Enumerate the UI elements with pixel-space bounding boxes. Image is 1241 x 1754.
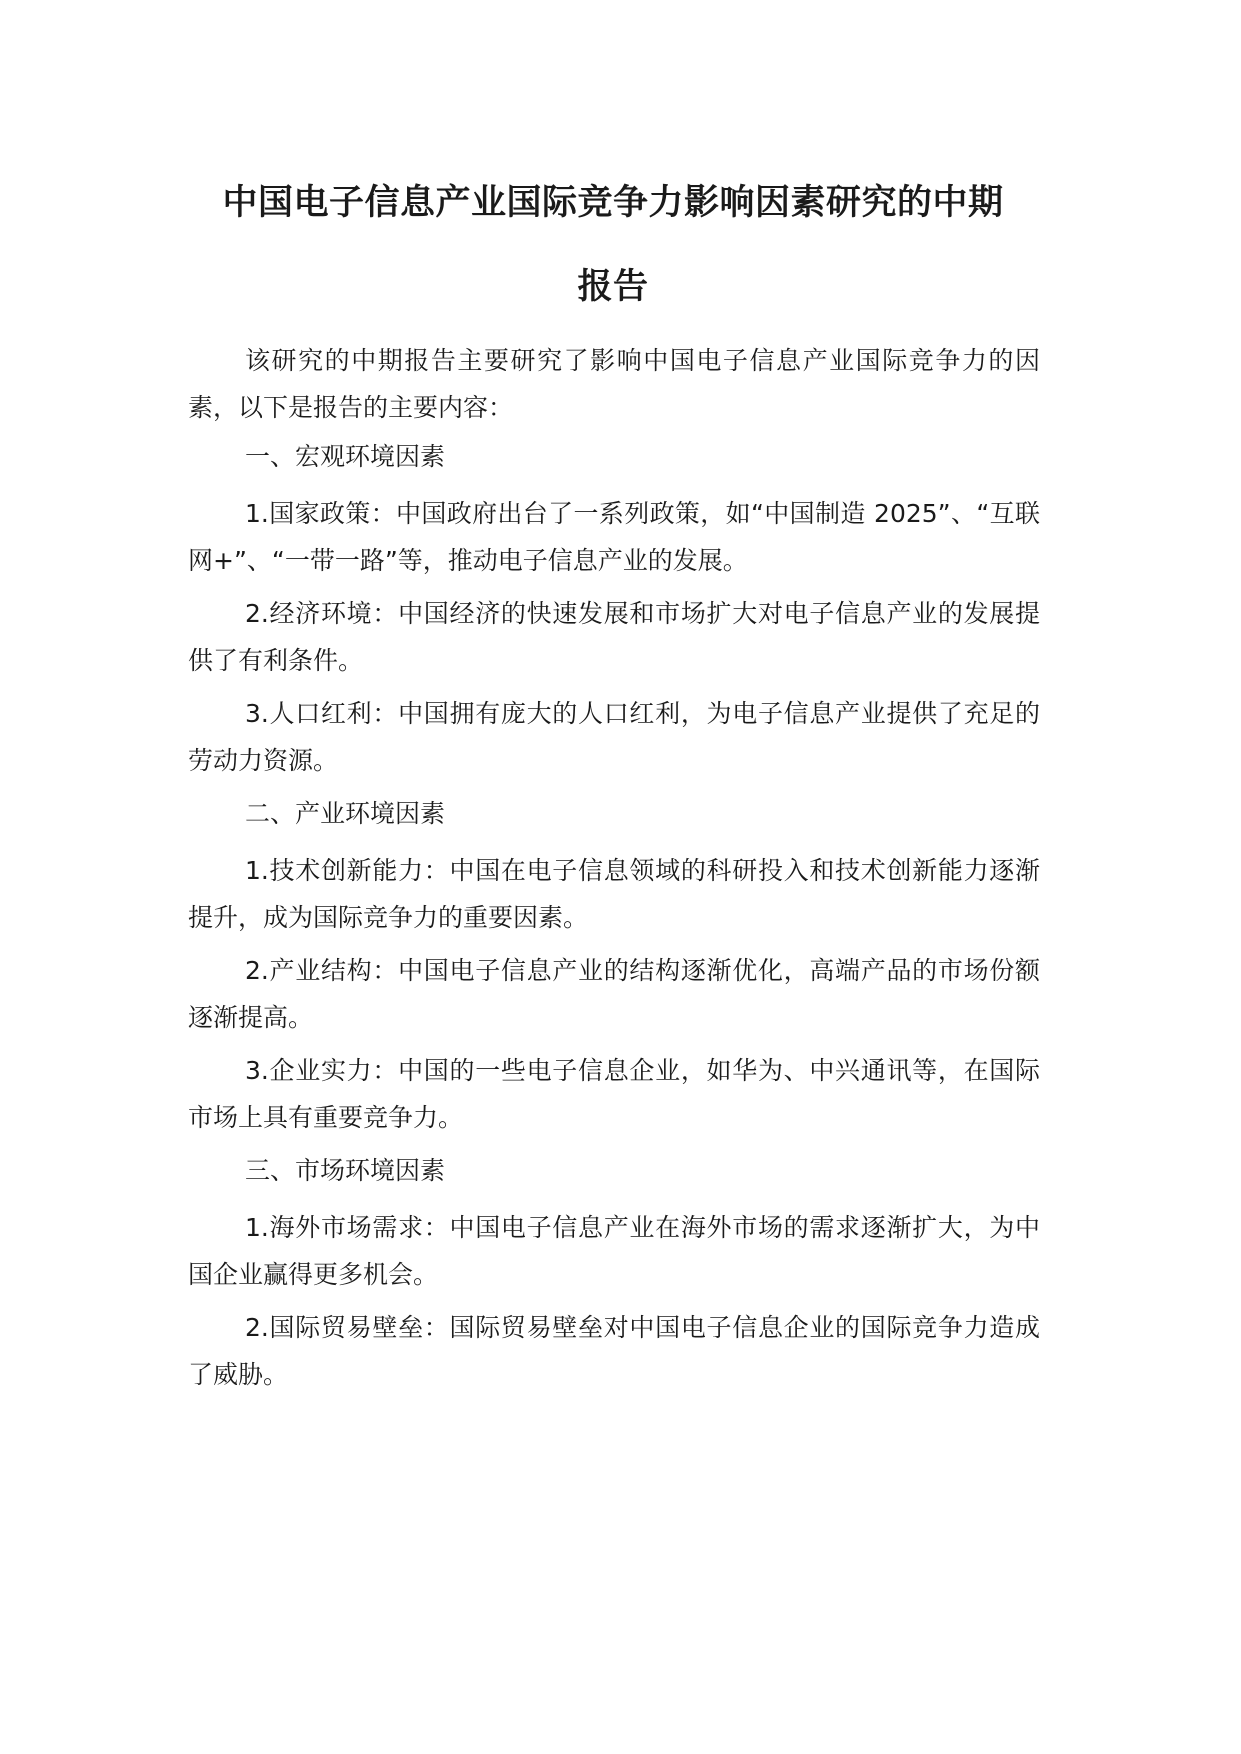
document-title-line1: 中国电子信息产业国际竞争力影响因素研究的中期 bbox=[222, 183, 1004, 223]
intro-paragraph: 该研究的中期报告主要研究了影响中国电子信息产业国际竞争力的因素，以下是报告的主要内容： bbox=[188, 346, 1040, 422]
paragraph-trade-barriers: 2.国际贸易壁垒：国际贸易壁垒对中国电子信息企业的国际竞争力造成了威胁。 bbox=[188, 1313, 1040, 1389]
paragraph-tech-innovation: 1.技术创新能力：中国在电子信息领域的科研投入和技术创新能力逐渐提升，成为国际竞争力的重要因素。 bbox=[188, 856, 1040, 932]
section-heading-market: 三、市场环境因素 bbox=[245, 1156, 446, 1185]
paragraph-economic-environment: 2.经济环境：中国经济的快速发展和市场扩大对电子信息产业的发展提供了有利条件。 bbox=[188, 599, 1040, 675]
document-title-line2: 报告 bbox=[577, 267, 649, 307]
section-heading-industry: 二、产业环境因素 bbox=[245, 799, 446, 828]
paragraph-demographic-dividend: 3.人口红利：中国拥有庞大的人口红利，为电子信息产业提供了充足的劳动力资源。 bbox=[188, 699, 1040, 775]
section-heading-macro: 一、宏观环境因素 bbox=[245, 442, 446, 471]
paragraph-national-policy: 1.国家政策：中国政府出台了一系列政策，如“中国制造 2025”、“互联网+”、“一带一路”等，推动电子信息产业的发展。 bbox=[188, 499, 1040, 575]
paragraph-industry-structure: 2.产业结构：中国电子信息产业的结构逐渐优化，高端产品的市场份额逐渐提高。 bbox=[188, 956, 1040, 1032]
paragraph-enterprise-strength: 3.企业实力：中国的一些电子信息企业，如华为、中兴通讯等，在国际市场上具有重要竞争力。 bbox=[188, 1056, 1040, 1132]
paragraph-overseas-demand: 1.海外市场需求：中国电子信息产业在海外市场的需求逐渐扩大，为中国企业赢得更多机会。 bbox=[188, 1213, 1040, 1289]
